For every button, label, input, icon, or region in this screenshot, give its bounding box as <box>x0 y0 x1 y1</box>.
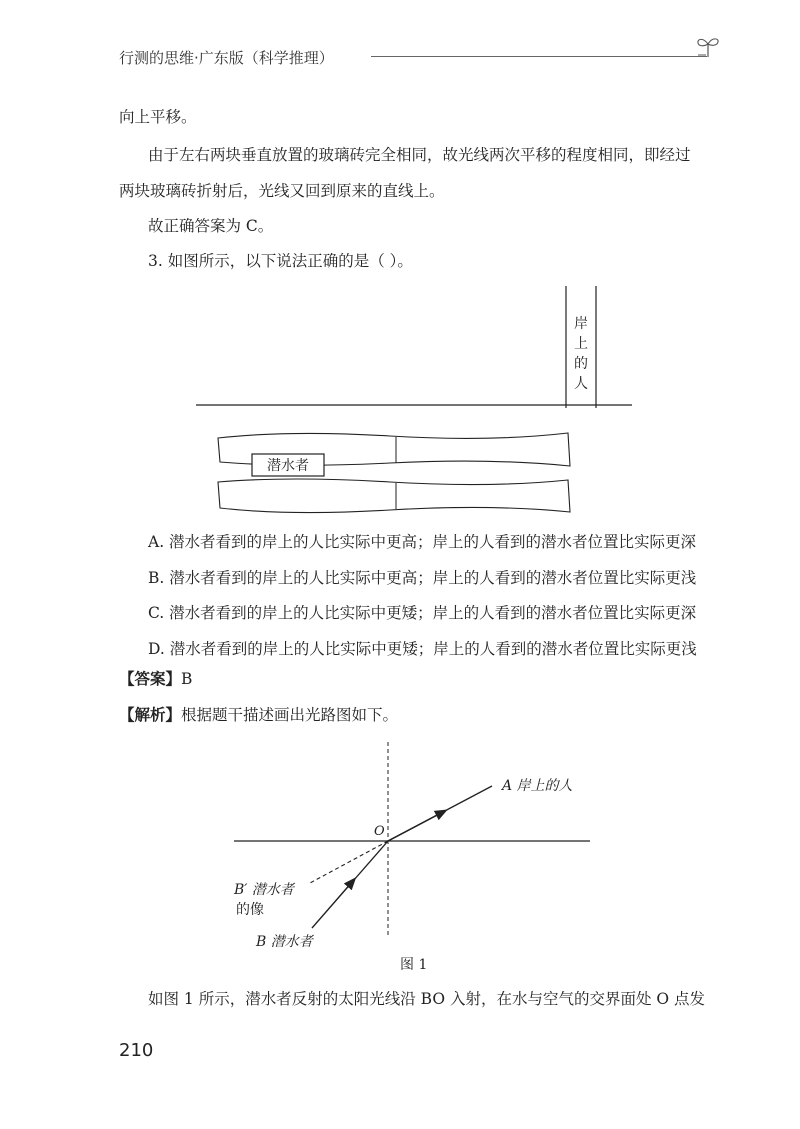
option-a: A. 潜水者看到的岸上的人比实际中更高；岸上的人看到的潜水者位置比实际更深 <box>148 533 697 551</box>
figure-caption: 图 1 <box>400 957 428 973</box>
analysis-line <box>119 708 719 724</box>
label-b-prime-line1: B′ 潜水者 <box>234 882 294 898</box>
option-b: B. 潜水者看到的岸上的人比实际中更高；岸上的人看到的潜水者位置比实际更浅 <box>148 569 697 587</box>
person-label-char-4: 人 <box>574 376 588 392</box>
paragraph-3: 两块玻璃砖折射后，光线又回到原来的直线上。 <box>119 182 445 200</box>
label-o: O <box>374 824 385 839</box>
paragraph-4: 故正确答案为 C。 <box>148 217 274 235</box>
paragraph-1: 向上平移。 <box>119 108 197 126</box>
option-d: D. 潜水者看到的岸上的人比实际中更矮；岸上的人看到的潜水者位置比实际更浅 <box>148 640 697 658</box>
running-header <box>119 45 719 69</box>
question-3: 3. 如图所示，以下说法正确的是（ ）。 <box>148 252 413 270</box>
option-c: C. 潜水者看到的岸上的人比实际中更矮；岸上的人看到的潜水者位置比实际更深 <box>148 604 697 622</box>
answer-value: B <box>181 670 193 688</box>
person-label-char-1: 岸 <box>574 316 588 332</box>
label-b-prime-line2: 的像 <box>236 902 264 918</box>
page-number: 210 <box>119 1040 154 1061</box>
analysis-text: 根据题干描述画出光路图如下。 <box>181 706 399 724</box>
paragraph-last: 如图 1 所示，潜水者反射的太阳光线沿 BO 入射，在水与空气的交界面处 O 点发 <box>148 990 706 1008</box>
answer-line <box>119 672 719 688</box>
sprout-icon <box>695 33 721 59</box>
person-label-char-3: 的 <box>574 356 588 372</box>
header-rule <box>371 56 707 57</box>
diver-label: 潜水者 <box>267 458 309 474</box>
label-b-diver: B 潜水者 <box>256 934 313 950</box>
answer-label: 【答案】 <box>119 670 182 688</box>
header-title: 行测的思维·广东版（科学推理） <box>119 49 334 67</box>
person-label-char-2: 上 <box>574 336 588 352</box>
analysis-label: 【解析】 <box>119 706 182 724</box>
shore-diver-figure <box>190 280 640 520</box>
label-a-person: A 岸上的人 <box>502 778 573 794</box>
paragraph-2: 由于左右两块垂直放置的玻璃砖完全相同，故光线两次平移的程度相同，即经过 <box>148 146 691 164</box>
light-path-diagram <box>220 738 600 978</box>
